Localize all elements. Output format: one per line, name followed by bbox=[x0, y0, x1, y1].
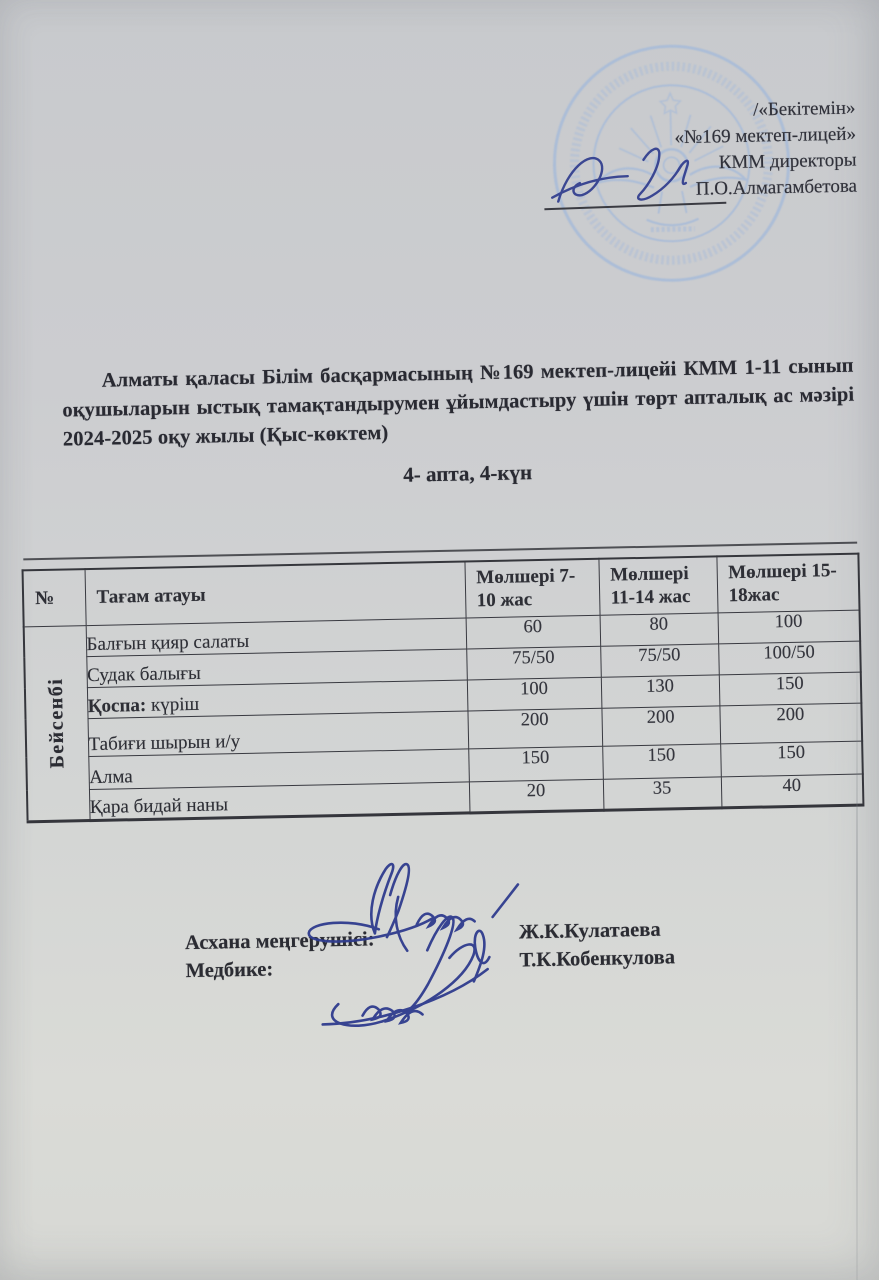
portion-age2: 200 bbox=[601, 705, 720, 745]
portion-age1: 60 bbox=[466, 615, 601, 649]
portion-age3: 100 bbox=[718, 610, 861, 644]
portion-age3: 40 bbox=[721, 774, 864, 808]
canteen-manager-name: Ж.К.Кулатаева bbox=[518, 918, 661, 944]
portion-age1: 75/50 bbox=[466, 646, 601, 680]
portion-age2: 150 bbox=[602, 743, 721, 778]
approval-line: П.О.Алмагамбетова bbox=[695, 175, 858, 200]
dish-name: Табиғи шырын и/у bbox=[88, 710, 469, 756]
approval-line: /«Бекітемін» bbox=[752, 97, 856, 121]
portion-age3: 150 bbox=[720, 741, 863, 777]
handwritten-signatures bbox=[273, 850, 567, 1041]
portion-age3: 200 bbox=[719, 703, 862, 744]
portion-age1: 200 bbox=[467, 708, 602, 749]
dish-name: Алма bbox=[88, 748, 469, 789]
week-day-subtitle: 4- апта, 4-күн bbox=[403, 460, 533, 487]
approval-line: КММ директоры bbox=[718, 149, 857, 174]
portion-age3: 150 bbox=[719, 672, 862, 706]
col-header-age1: Мөлшері 7-10 жас bbox=[464, 559, 599, 618]
portion-age3: 100/50 bbox=[718, 641, 861, 675]
day-label: Бейсенбі bbox=[44, 677, 69, 769]
document-title: Алматы қаласы Білім басқармасының №169 мектеп-лицейі КММ 1-11 сынып оқушыларын ыстық тамақтандырумен ұйымдастыру үшін төрт апталық ас мәзірі 2024-2025 оқу жылы (Қыс-көктем) bbox=[62, 354, 855, 451]
col-header-age2: Мөлшері 11-14 жас bbox=[598, 556, 717, 614]
portion-age2: 130 bbox=[601, 674, 720, 707]
portion-age2: 75/50 bbox=[600, 643, 719, 676]
nurse-name: Т.К.Кобенкулова bbox=[519, 946, 676, 972]
portion-age1: 150 bbox=[468, 746, 603, 782]
portion-age1: 100 bbox=[467, 677, 602, 711]
portion-age2: 80 bbox=[600, 612, 719, 645]
dish-name: Қара бидай наны bbox=[89, 781, 470, 820]
day-cell bbox=[24, 625, 90, 821]
nurse-label: Медбике: bbox=[185, 958, 274, 983]
dish-name: Қоспа: күріш bbox=[87, 679, 468, 718]
dish-name: Балғын қияр салаты bbox=[86, 617, 467, 656]
approval-line: «№169 мектеп-лицей» bbox=[674, 123, 857, 149]
portion-age1: 20 bbox=[469, 779, 604, 813]
canteen-manager-label: Асхана меңгерушісі: bbox=[184, 928, 375, 955]
col-header-number: № bbox=[23, 569, 86, 626]
dish-name: Судак балығы bbox=[86, 648, 467, 687]
portion-age2: 35 bbox=[603, 776, 722, 809]
col-header-age3: Мөлшері 15-18жас bbox=[716, 554, 859, 613]
menu-table bbox=[22, 553, 865, 823]
col-header-dish: Тағам атауы bbox=[85, 561, 466, 625]
